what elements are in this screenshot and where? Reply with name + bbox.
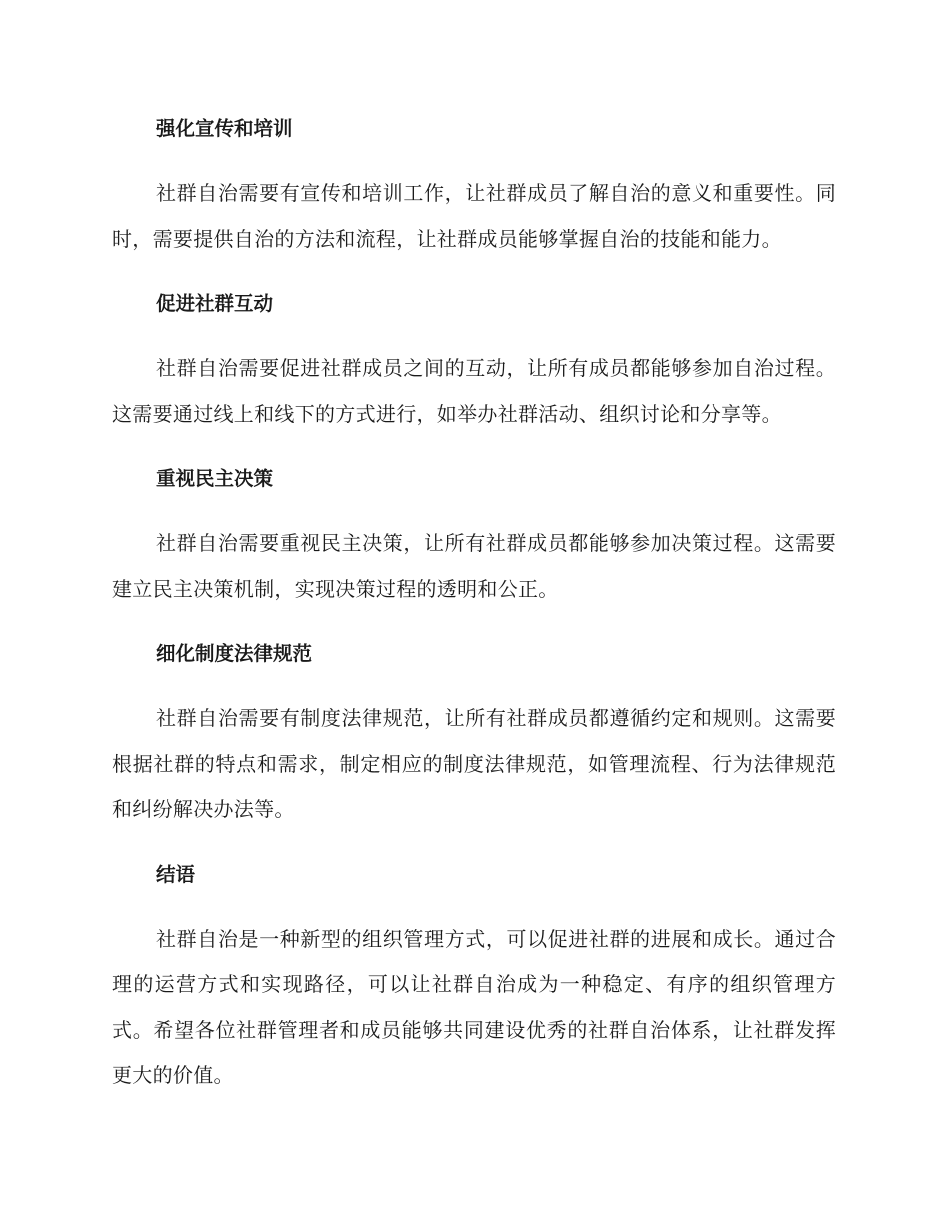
section-heading-democratic-decision: 重视民主决策 <box>156 467 274 490</box>
section-heading-community-interaction: 促进社群互动 <box>156 292 274 315</box>
section-paragraph-publicity-training: 社群自治需要有宣传和培训工作，让社群成员了解自治的意义和重要性。同时，需要提供自治的方法和流程，让社群成员能够掌握自治的技能和能力。 <box>112 181 836 251</box>
document-page <box>112 114 836 1099</box>
section-paragraph-community-interaction: 社群自治需要促进社群成员之间的互动，让所有成员都能够参加自治过程。这需要通过线上和线下的方式进行，如举办社群活动、组织讨论和分享等。 <box>112 356 836 426</box>
section-paragraph-conclusion: 社群自治是一种新型的组织管理方式，可以促进社群的进展和成长。通过合理的运营方式和实现路径，可以让社群自治成为一种稳定、有序的组织管理方式。希望各位社群管理者和成员能够共同建设优秀的社群自治体系，让社群发挥更大的价值。 <box>112 926 836 1087</box>
section-paragraph-democratic-decision: 社群自治需要重视民主决策，让所有社群成员都能够参加决策过程。这需要建立民主决策机制，实现决策过程的透明和公正。 <box>112 531 836 601</box>
section-heading-publicity-training: 强化宣传和培训 <box>156 117 293 140</box>
section-heading-conclusion: 结语 <box>156 862 196 886</box>
section-heading-legal-norms: 细化制度法律规范 <box>156 642 313 665</box>
section-paragraph-legal-norms: 社群自治需要有制度法律规范，让所有社群成员都遵循约定和规则。这需要根据社群的特点和需求，制定相应的制度法律规范，如管理流程、行为法律规范和纠纷解决办法等。 <box>112 706 836 821</box>
